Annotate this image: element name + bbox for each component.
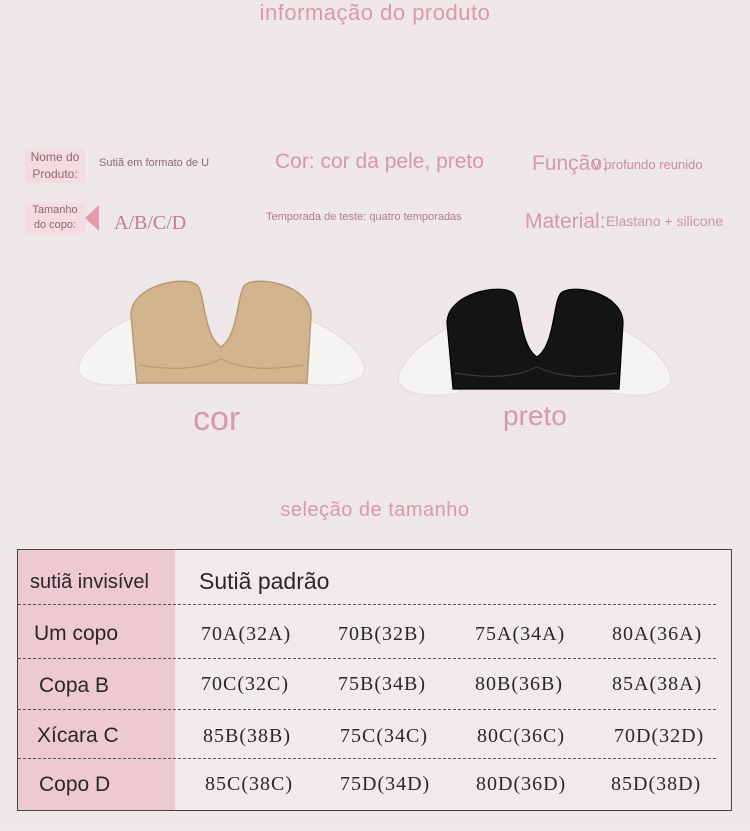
size-section-title: seleção de tamanho bbox=[280, 499, 470, 521]
size-cell: 80B(36B) bbox=[475, 673, 563, 695]
cup-label: Tamanho do copo: bbox=[25, 203, 85, 233]
season-text: Temporada de teste: quatro temporadas bbox=[266, 211, 462, 223]
size-cell: 75A(34A) bbox=[475, 623, 566, 645]
size-cell: 80C(36C) bbox=[477, 725, 565, 747]
row-divider bbox=[18, 709, 716, 710]
size-cell: 80A(36A) bbox=[612, 623, 703, 645]
material-label: Material: bbox=[525, 210, 606, 233]
bra-nude-image bbox=[75, 275, 370, 395]
size-cell: 70A(32A) bbox=[201, 623, 292, 645]
size-cell: 80D(36D) bbox=[476, 773, 567, 795]
name-value: Sutiã em formato de U bbox=[99, 157, 210, 169]
function-value: V profundo reunido bbox=[592, 157, 703, 172]
size-cell: 70B(32B) bbox=[338, 623, 426, 645]
size-cell: 85C(38C) bbox=[205, 773, 293, 795]
row-divider bbox=[18, 758, 716, 759]
table-corner-label: sutiã invisível bbox=[30, 571, 149, 593]
row-divider bbox=[18, 658, 716, 659]
size-cell: 70D(32D) bbox=[614, 725, 705, 747]
color-text: Cor: cor da pele, preto bbox=[275, 150, 484, 173]
product-label-nude: cor bbox=[193, 400, 241, 438]
size-table bbox=[17, 549, 732, 811]
row-label-d: Copo D bbox=[39, 773, 111, 796]
row-label-c: Xícara C bbox=[37, 724, 119, 747]
size-cell: 70C(32C) bbox=[201, 673, 289, 695]
row-label-b: Copa B bbox=[39, 674, 110, 697]
size-cell: 75C(34C) bbox=[340, 725, 428, 747]
name-label: Nome do Produto: bbox=[25, 149, 85, 183]
size-cell: 75B(34B) bbox=[338, 673, 426, 695]
material-value: Elastano + silicone bbox=[606, 213, 724, 229]
size-cell: 85D(38D) bbox=[611, 773, 702, 795]
size-cell: 85A(38A) bbox=[612, 673, 703, 695]
row-divider bbox=[18, 604, 716, 605]
function-label: Função: bbox=[532, 152, 608, 175]
row-label-a: Um copo bbox=[34, 622, 119, 645]
page-title: informação do produto bbox=[259, 0, 491, 25]
arrow-left-icon bbox=[85, 205, 99, 231]
table-header-title: Sutiã padrão bbox=[199, 568, 330, 594]
product-label-black: preto bbox=[503, 400, 567, 431]
size-cell: 85B(38B) bbox=[203, 725, 291, 747]
size-cell: 75D(34D) bbox=[340, 773, 431, 795]
bra-black-image bbox=[395, 285, 675, 400]
cup-value: A/B/C/D bbox=[114, 212, 187, 234]
